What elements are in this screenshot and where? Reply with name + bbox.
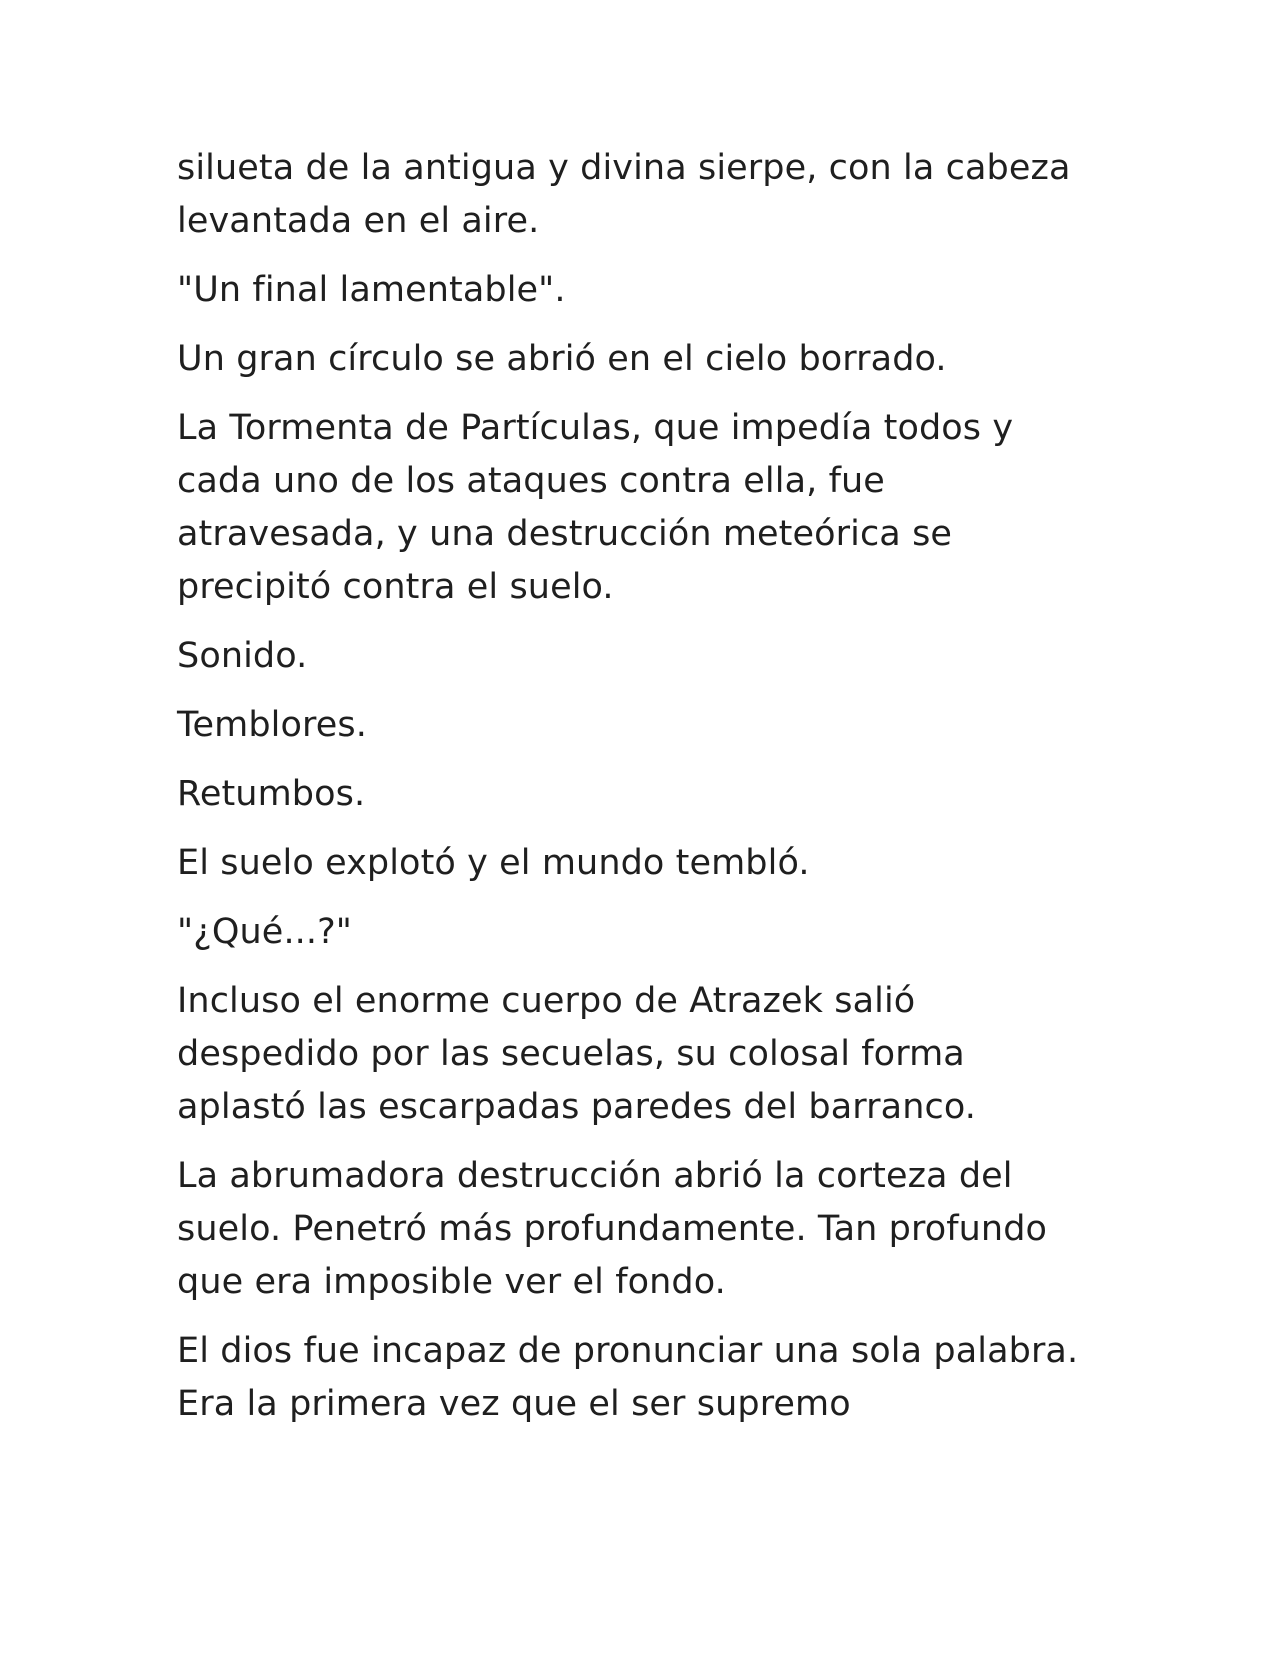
paragraph-9: "¿Qué...?" <box>177 912 352 952</box>
paragraph-6: Temblores. <box>177 705 367 745</box>
paragraph-2: "Un final lamentable". <box>177 270 566 310</box>
paragraph-11: La abrumadora destrucción abrió la corteza del suelo. Penetró más profundamente. Tan profundo que era imposible ver el fondo. <box>177 1156 1048 1302</box>
paragraph-3: Un gran círculo se abrió en el cielo borrado. <box>177 339 947 379</box>
paragraph-7: Retumbos. <box>177 774 366 814</box>
paragraph-1: silueta de la antigua y divina sierpe, con la cabeza levantada en el aire. <box>177 148 1071 241</box>
paragraph-12: El dios fue incapaz de pronunciar una sola palabra. Era la primera vez que el ser supremo <box>177 1331 1079 1424</box>
paragraph-5: Sonido. <box>177 636 308 676</box>
paragraph-4: La Tormenta de Partículas, que impedía todos y cada uno de los ataques contra ella, fue atravesada, y una destrucción meteórica se precipitó contra el suelo. <box>177 408 1014 607</box>
paragraph-8: El suelo explotó y el mundo tembló. <box>177 843 810 883</box>
paragraph-10: Incluso el enorme cuerpo de Atrazek salió despedido por las secuelas, su colosal forma aplastó las escarpadas paredes del barranco. <box>177 981 976 1127</box>
